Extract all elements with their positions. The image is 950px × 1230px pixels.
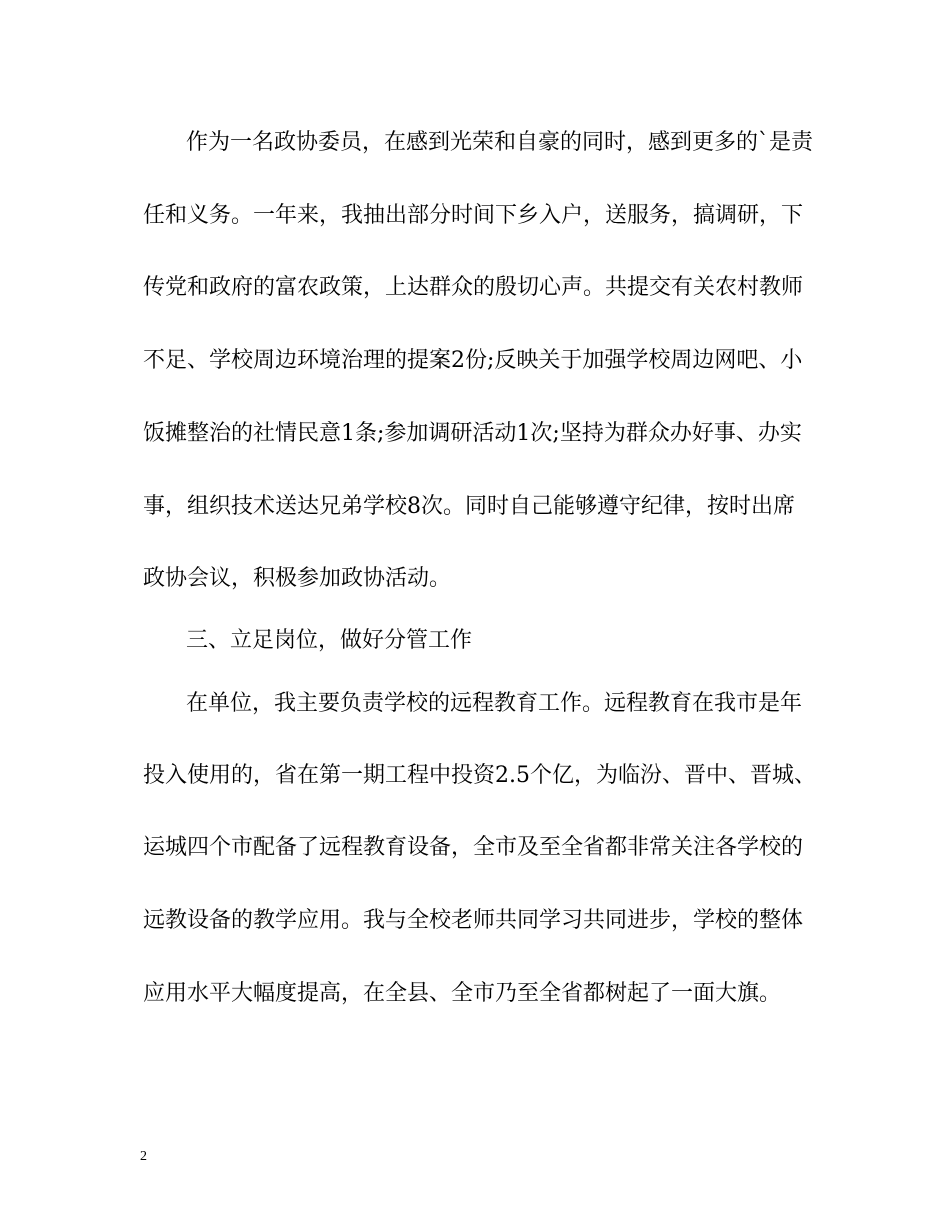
paragraph-line: 运城四个市配备了远程教育设备，全市及至全省都非常关注各学校的 xyxy=(143,835,804,860)
paragraph-line: 政协会议，积极参加政协活动。 xyxy=(143,566,452,591)
paragraph-line: 不足、学校周边环境治理的提案2份;反映关于加强学校周边网吧、小 xyxy=(143,348,803,373)
paragraph-line: 在单位，我主要负责学校的远程教育工作。远程教育在我市是年 xyxy=(186,691,803,716)
paragraph-line: 应用水平大幅度提高，在全县、全市乃至全省都树起了一面大旗。 xyxy=(143,981,782,1006)
paragraph-line: 投入使用的，省在第一期工程中投资2.5个亿，为临汾、晋中、晋城、 xyxy=(143,763,816,788)
paragraph-line: 任和义务。一年来，我抽出部分时间下乡入户，送服务，搞调研，下 xyxy=(143,203,804,228)
section-heading: 三、立足岗位，做好分管工作 xyxy=(186,628,473,653)
paragraph-line: 事，组织技术送达兄弟学校8次。同时自己能够遵守纪律，按时出席 xyxy=(143,494,795,519)
paragraph-line: 饭摊整治的社情民意1条;参加调研活动1次;坚持为群众办好事、办实 xyxy=(143,421,802,446)
page-number: 2 xyxy=(140,1149,147,1164)
paragraph-line: 远教设备的教学应用。我与全校老师共同学习共同进步，学校的整体 xyxy=(143,908,804,933)
paragraph-line: 传党和政府的富农政策，上达群众的殷切心声。共提交有关农村教师 xyxy=(143,275,804,300)
paragraph-line: 作为一名政协委员，在感到光荣和自豪的同时，感到更多的`是责 xyxy=(186,130,814,155)
